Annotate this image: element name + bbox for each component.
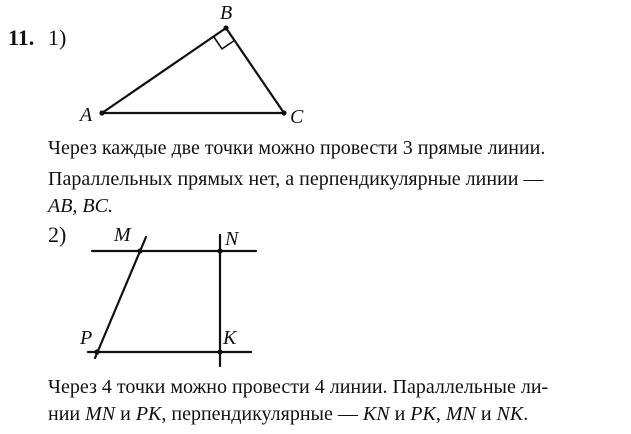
term-pk: PK	[135, 403, 162, 425]
term-nk: NK	[496, 403, 524, 425]
point-k	[217, 349, 222, 354]
point-n	[217, 248, 222, 253]
label-point-b: B	[220, 2, 233, 24]
label-point-n: N	[225, 228, 239, 250]
part-1-text-line-3: AB, BC.	[48, 195, 113, 217]
text-segment: и	[475, 403, 497, 425]
text-segment: и	[389, 403, 411, 425]
label-point-p: P	[80, 327, 93, 349]
point-a	[99, 110, 104, 115]
problem-number: 11.	[8, 25, 35, 50]
line-mp	[95, 237, 146, 358]
term-kn: KN	[362, 403, 390, 425]
point-b	[223, 25, 228, 30]
text-segment: и	[115, 403, 136, 425]
segment-ab	[102, 28, 226, 113]
term-mn: MN	[85, 403, 116, 425]
right-angle-marker	[214, 37, 235, 49]
part-1-text-line-1: Через каждые две точки можно провести 3 прямые линии.	[48, 137, 546, 159]
label-point-m: M	[114, 224, 131, 246]
part-1-label: 1)	[48, 25, 67, 50]
label-point-c: C	[290, 106, 304, 128]
text-segment: .	[523, 403, 529, 425]
point-p	[94, 349, 99, 354]
term-pk: PK	[410, 403, 436, 425]
part-1-text-line-2: Параллельных прямых нет, а перпендикулярные линии —	[48, 168, 544, 190]
part-2-label: 2)	[48, 222, 67, 247]
text-segment: ,	[435, 403, 446, 425]
label-point-k: K	[223, 327, 237, 349]
part-2-text-line-2	[48, 401, 528, 427]
text-segment: нии	[48, 403, 86, 425]
triangle-abc	[99, 25, 286, 115]
part-2-text-line-1: Через 4 точки можно провести 4 линии. Параллельные ли-	[48, 376, 549, 398]
text-segment: , перпендикулярные —	[161, 403, 363, 425]
point-c	[281, 110, 286, 115]
point-m	[137, 248, 142, 253]
term-mn: MN	[445, 403, 476, 425]
label-point-a: A	[80, 104, 93, 126]
